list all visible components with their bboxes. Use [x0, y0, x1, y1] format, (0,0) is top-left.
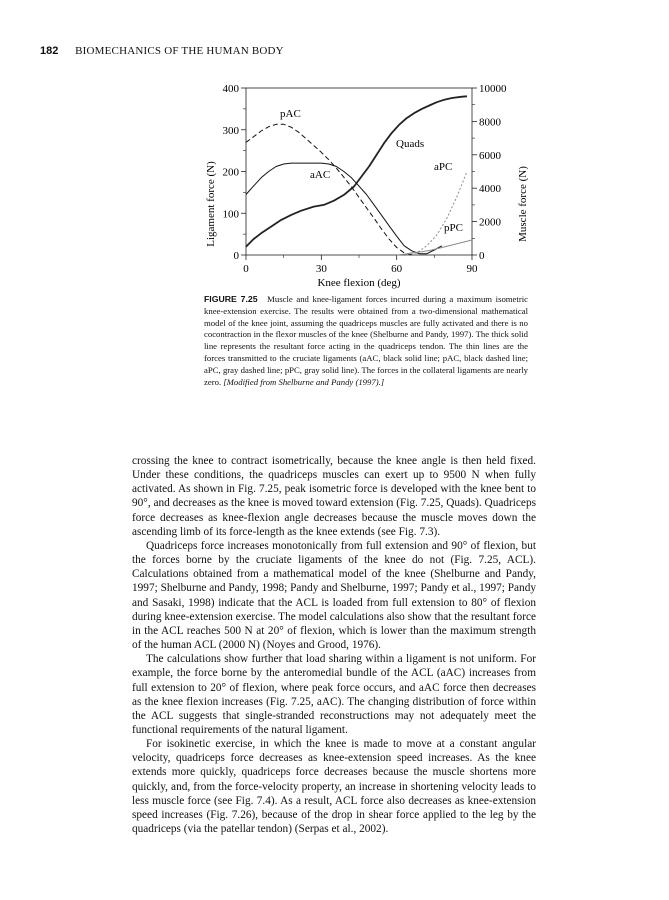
- chart-series: [246, 96, 472, 255]
- page-header: [40, 45, 284, 57]
- label-apc: aPC: [434, 161, 453, 173]
- series-ppc: [397, 240, 472, 255]
- label-ppc: pPC: [444, 222, 463, 234]
- label-aac: aAC: [310, 169, 331, 181]
- y2-tick-label: 10000: [479, 83, 507, 95]
- caption-text: Muscle and knee-ligament forces incurred during a maximum isometric knee-extension exercise. The results were obtained from a two-dimensional mathematical model of the knee joint, assuming the quadriceps muscles are fully activated and there is no cocontraction in the flexor muscles of the knee (Shelburne and Pandy, 1997). The thick solid line represents the resultant force acting in the quadriceps tendon. The thin lines are the forces transmitted to the cruciate ligaments (aAC, black solid line; pAC, black dashed line; aPC, gray dashed line; pPC, gray solid line). The forces in the collateral ligaments are nearly zero.: [204, 294, 528, 387]
- y-tick-label: 400: [222, 83, 239, 95]
- y-tick-label: 300: [222, 124, 239, 137]
- y-tick-label: 100: [222, 208, 239, 221]
- paragraph: For isokinetic exercise, in which the knee is made to move at a constant angular velocity, quadriceps force decreases as knee-extension speed increases. As the knee extends more quickly, quadriceps force decreases because the muscle shortens more quickly, and, from the force-velocity property, an increase in shortening velocity leads to less muscle force (see Fig. 7.4). As a result, ACL force also decreases as knee-extension speed increases (Fig. 7.26), because of the drop in shear force applied to the leg by the quadriceps (via the patellar tendon) (Serpas et al., 2002).: [132, 738, 536, 836]
- x-tick-label: 90: [466, 263, 478, 275]
- page-number: 182: [40, 45, 59, 57]
- figure-chart: [196, 76, 546, 298]
- paragraph: crossing the knee to contract isometrically, because the knee angle is then held fixed. Under these conditions, the quadriceps muscles can exert up to 9500 N when fully activated. As shown in Fig. 7.25, peak isometric force is developed with the knee bent to 90°, and decreases as the knee is moved toward extension (Fig. 7.25, Quads). Quadriceps force decreases as knee-flexion angle decreases because the muscle moves down the ascending limb of its force-length as the knee extends (see Fig. 7.3).: [132, 455, 536, 538]
- y2-tick-label: 8000: [479, 116, 501, 129]
- y2-tick-label: 4000: [479, 183, 501, 196]
- left-axis-label: Ligament force (N): [205, 161, 217, 247]
- x-tick-label: 30: [315, 263, 327, 275]
- chart-ticks: [223, 83, 508, 275]
- x-axis-label: Knee flexion (deg): [317, 277, 401, 289]
- x-tick-label: 60: [391, 263, 403, 275]
- y2-tick-label: 0: [479, 250, 485, 262]
- label-quads: Quads: [396, 138, 425, 150]
- y-tick-label: 0: [233, 250, 239, 262]
- caption-source: [Modified from Shelburne and Pandy (1997).]: [223, 376, 385, 387]
- y2-tick-label: 2000: [479, 216, 501, 229]
- x-tick-label: 0: [243, 263, 249, 275]
- figure-caption: [204, 294, 528, 388]
- y2-tick-label: 6000: [479, 149, 501, 162]
- label-pac: pAC: [280, 108, 301, 120]
- paragraph: The calculations show further that load sharing within a ligament is not uniform. For example, the force borne by the anteromedial bundle of the ACL (aAC) increases from full extension to 20° of flexion, where peak force occurs, and aAC force then decreases as the knee flexion increases (Fig. 7.25, aAC). The changing distribution of force within the ACL suggests that single-stranded reconstructions may not adequately meet the functional requirements of the natural ligament.: [132, 653, 536, 736]
- paragraph: Quadriceps force increases monotonically from full extension and 90° of flexion, but the forces borne by the cruciate ligaments of the knee do not (Fig. 7.25, ACL). Calculations obtained from a mathematical model of the knee (Shelburne and Pandy, 1997; Shelburne and Pandy, 1998; Pandy and Shelburne, 1997; Pandy et al., 1997; Pandy and Sasaki, 1998) indicate that the ACL is loaded from full extension to 80° of flexion during knee-extension exercise. The model calculations also show that the resultant force in the ACL reaches 500 N at 20° of flexion, which is lower than the maximum strength of the human ACL (2000 N) (Noyes and Grood, 1976).: [132, 539, 536, 652]
- series-pac: [246, 124, 412, 255]
- caption-label: FIGURE 7.25: [204, 294, 258, 304]
- series-apc: [407, 172, 467, 256]
- running-title: BIOMECHANICS OF THE HUMAN BODY: [75, 45, 284, 57]
- right-axis-label: Muscle force (N): [517, 166, 529, 242]
- body-text: [132, 454, 536, 836]
- y-tick-label: 200: [222, 166, 239, 179]
